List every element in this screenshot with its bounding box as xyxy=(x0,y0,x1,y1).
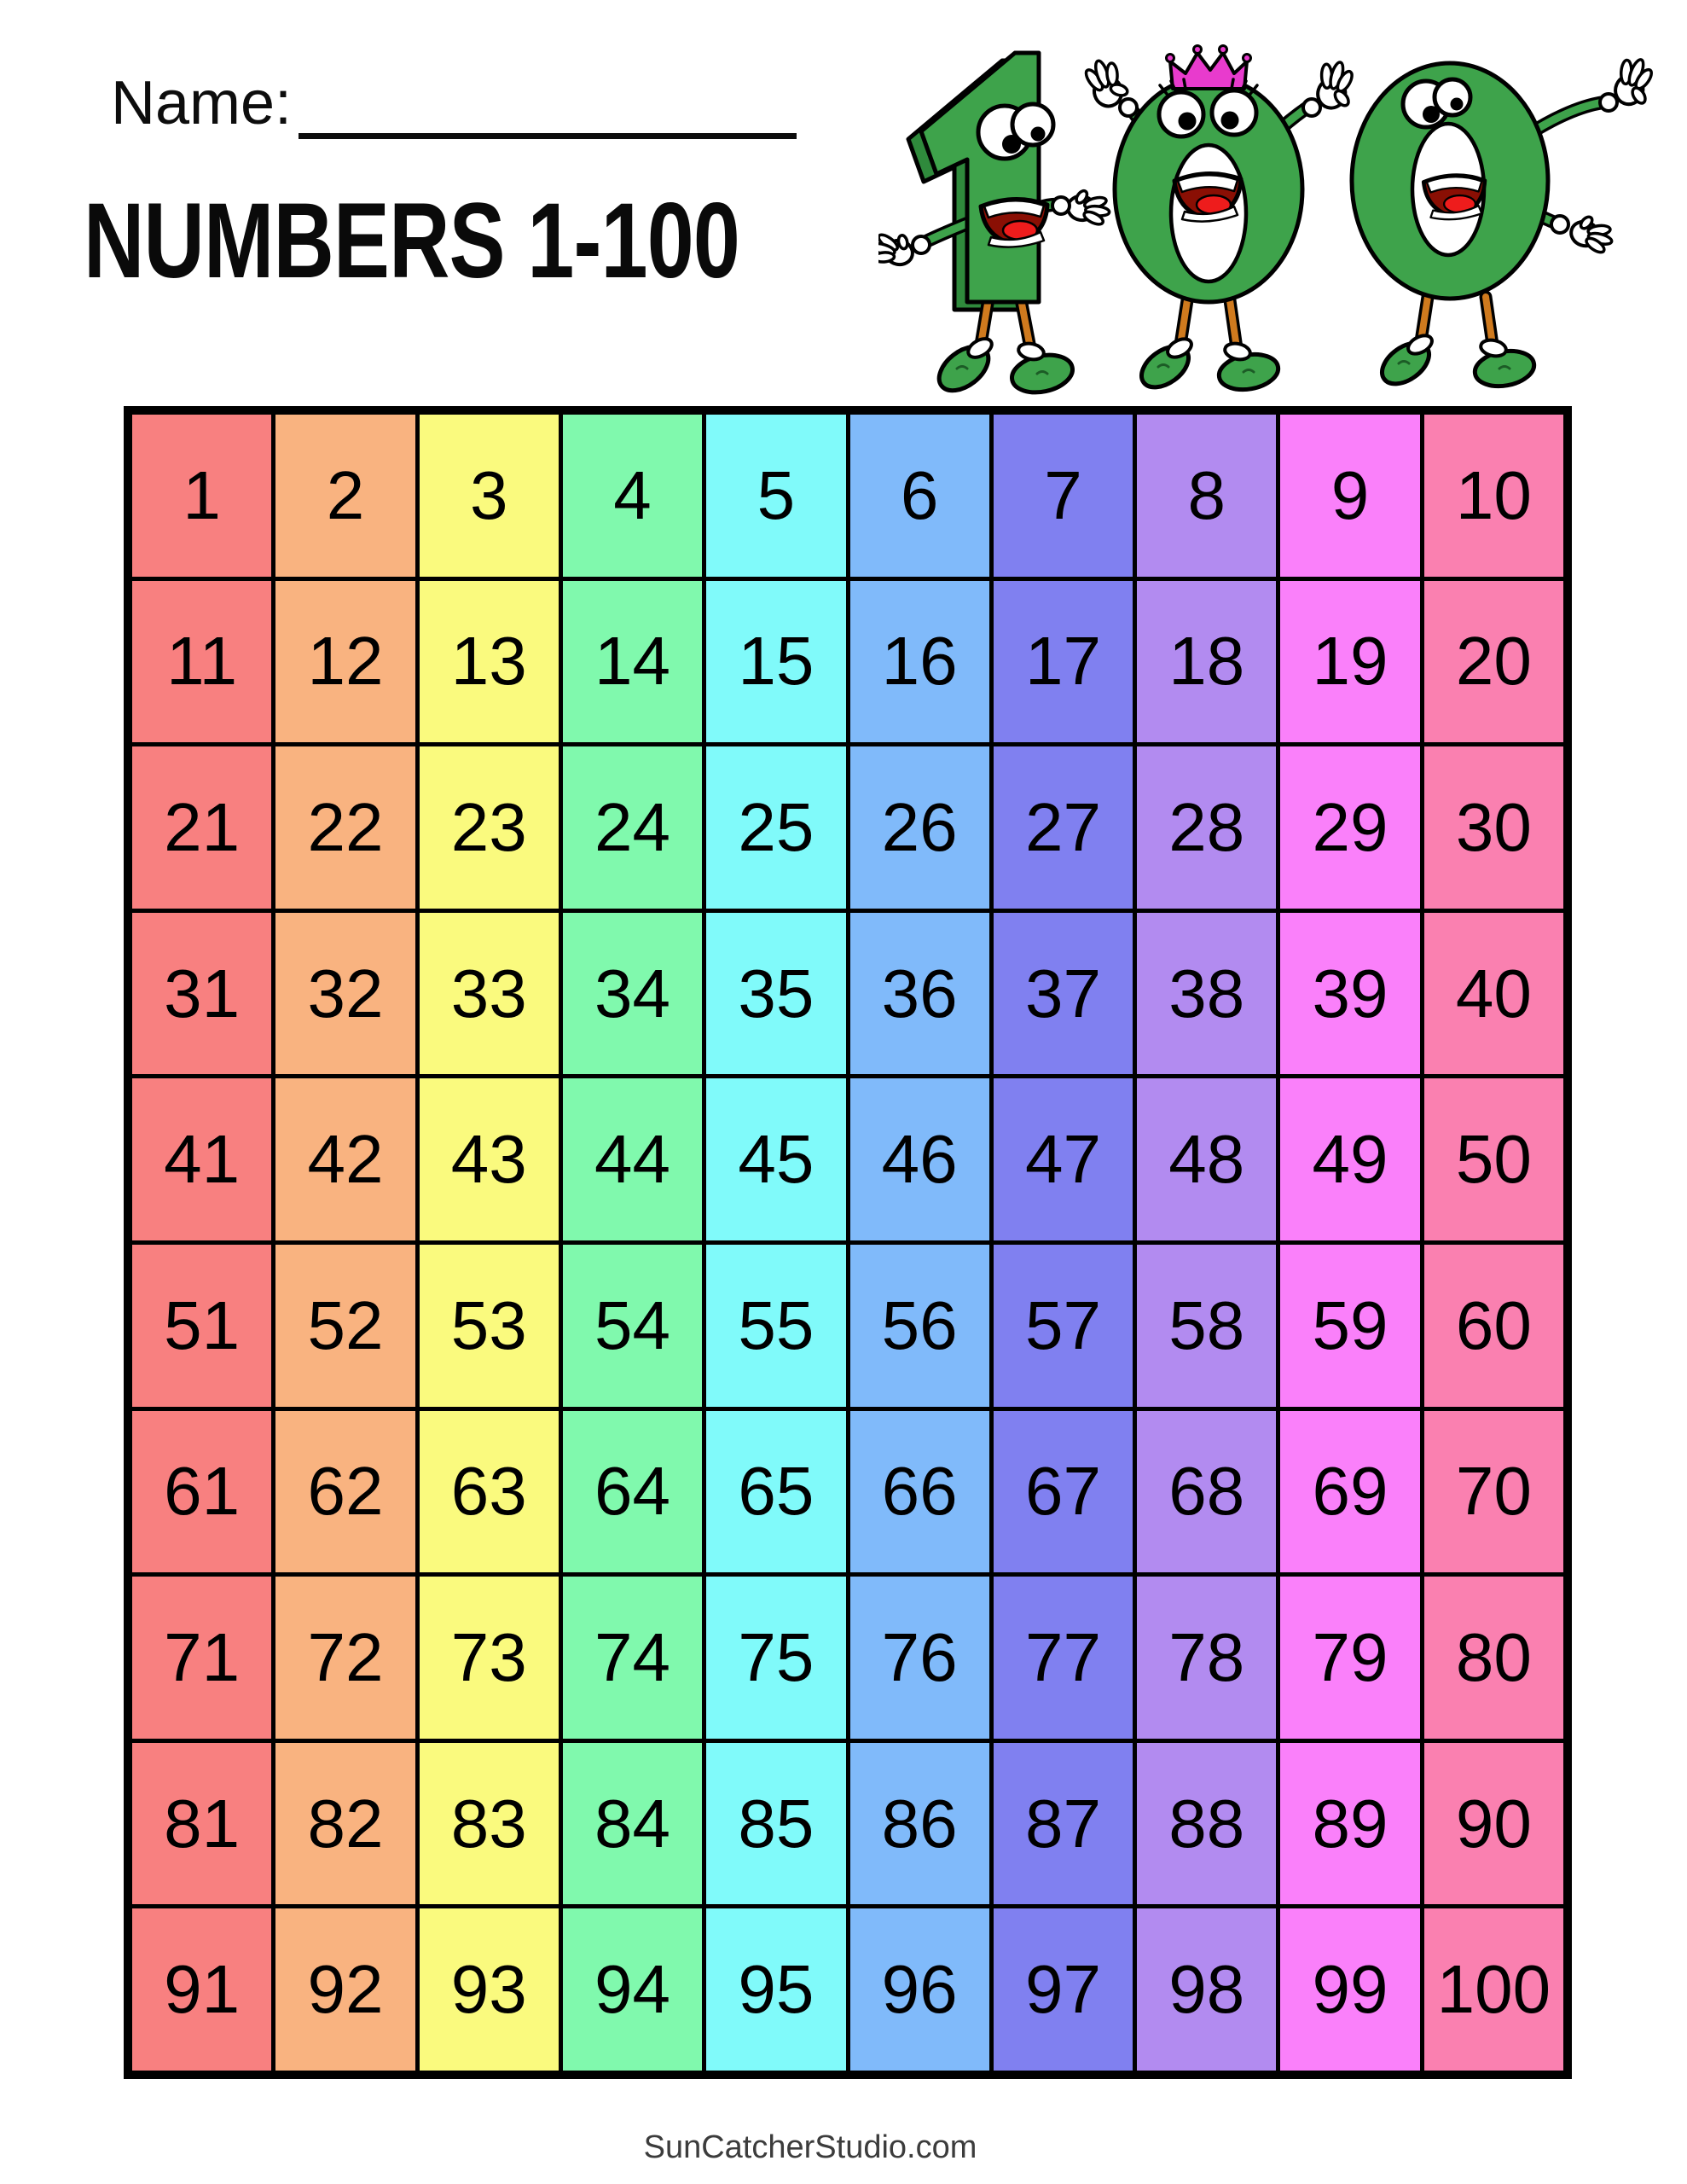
number-cell-92: 92 xyxy=(275,1908,415,2071)
number-cell-57: 57 xyxy=(994,1245,1133,1407)
number-cell-13: 13 xyxy=(420,581,559,743)
number-cell-64: 64 xyxy=(563,1411,702,1573)
number-cell-49: 49 xyxy=(1280,1078,1419,1240)
number-cell-98: 98 xyxy=(1137,1908,1276,2071)
number-cell-59: 59 xyxy=(1280,1245,1419,1407)
number-cell-54: 54 xyxy=(563,1245,702,1407)
number-cell-81: 81 xyxy=(132,1743,271,1905)
number-cell-3: 3 xyxy=(420,415,559,577)
number-cell-38: 38 xyxy=(1137,913,1276,1075)
number-cell-69: 69 xyxy=(1280,1411,1419,1573)
number-cell-78: 78 xyxy=(1137,1577,1276,1739)
number-cell-63: 63 xyxy=(420,1411,559,1573)
number-cell-39: 39 xyxy=(1280,913,1419,1075)
number-cell-85: 85 xyxy=(706,1743,845,1905)
number-cell-50: 50 xyxy=(1424,1078,1563,1240)
number-cell-96: 96 xyxy=(850,1908,989,2071)
number-cell-95: 95 xyxy=(706,1908,845,2071)
number-cell-28: 28 xyxy=(1137,746,1276,909)
name-label: Name: xyxy=(111,69,293,137)
number-cell-52: 52 xyxy=(275,1245,415,1407)
number-cell-90: 90 xyxy=(1424,1743,1563,1905)
number-cell-77: 77 xyxy=(994,1577,1133,1739)
number-cell-89: 89 xyxy=(1280,1743,1419,1905)
number-cell-48: 48 xyxy=(1137,1078,1276,1240)
number-cell-82: 82 xyxy=(275,1743,415,1905)
number-cell-20: 20 xyxy=(1424,581,1563,743)
number-cell-68: 68 xyxy=(1137,1411,1276,1573)
number-cell-36: 36 xyxy=(850,913,989,1075)
number-cell-76: 76 xyxy=(850,1577,989,1739)
number-cell-75: 75 xyxy=(706,1577,845,1739)
number-cell-35: 35 xyxy=(706,913,845,1075)
number-cell-42: 42 xyxy=(275,1078,415,1240)
number-cell-74: 74 xyxy=(563,1577,702,1739)
number-cell-93: 93 xyxy=(420,1908,559,2071)
number-cell-34: 34 xyxy=(563,913,702,1075)
digit-one-character xyxy=(878,53,1113,399)
name-blank-line xyxy=(299,133,797,139)
digit-zero-character xyxy=(1352,53,1661,392)
number-cell-12: 12 xyxy=(275,581,415,743)
number-cell-9: 9 xyxy=(1280,415,1419,577)
number-cell-66: 66 xyxy=(850,1411,989,1573)
number-cell-10: 10 xyxy=(1424,415,1563,577)
number-cell-41: 41 xyxy=(132,1078,271,1240)
number-cell-11: 11 xyxy=(132,581,271,743)
number-cell-22: 22 xyxy=(275,746,415,909)
number-cell-100: 100 xyxy=(1424,1908,1563,2071)
number-cell-87: 87 xyxy=(994,1743,1133,1905)
number-cell-30: 30 xyxy=(1424,746,1563,909)
number-cell-44: 44 xyxy=(563,1078,702,1240)
number-cell-40: 40 xyxy=(1424,913,1563,1075)
number-cell-18: 18 xyxy=(1137,581,1276,743)
hundred-chart-grid xyxy=(124,406,1572,2079)
number-cell-72: 72 xyxy=(275,1577,415,1739)
number-cell-51: 51 xyxy=(132,1245,271,1407)
number-cell-29: 29 xyxy=(1280,746,1419,909)
number-cell-46: 46 xyxy=(850,1078,989,1240)
number-cell-71: 71 xyxy=(132,1577,271,1739)
number-cell-21: 21 xyxy=(132,746,271,909)
number-cell-84: 84 xyxy=(563,1743,702,1905)
number-cell-97: 97 xyxy=(994,1908,1133,2071)
number-cell-2: 2 xyxy=(275,415,415,577)
number-cell-7: 7 xyxy=(994,415,1133,577)
number-cell-31: 31 xyxy=(132,913,271,1075)
number-cell-43: 43 xyxy=(420,1078,559,1240)
number-cell-88: 88 xyxy=(1137,1743,1276,1905)
number-cell-62: 62 xyxy=(275,1411,415,1573)
number-cell-26: 26 xyxy=(850,746,989,909)
number-cell-17: 17 xyxy=(994,581,1133,743)
number-cell-94: 94 xyxy=(563,1908,702,2071)
number-cell-14: 14 xyxy=(563,581,702,743)
number-cell-53: 53 xyxy=(420,1245,559,1407)
number-cell-8: 8 xyxy=(1137,415,1276,577)
number-cell-56: 56 xyxy=(850,1245,989,1407)
number-cell-73: 73 xyxy=(420,1577,559,1739)
number-cell-15: 15 xyxy=(706,581,845,743)
number-cell-32: 32 xyxy=(275,913,415,1075)
number-cell-4: 4 xyxy=(563,415,702,577)
number-cell-27: 27 xyxy=(994,746,1133,909)
number-cell-55: 55 xyxy=(706,1245,845,1407)
number-cell-86: 86 xyxy=(850,1743,989,1905)
footer-credit: SunCatcherStudio.com xyxy=(643,2129,977,2165)
number-cell-99: 99 xyxy=(1280,1908,1419,2071)
digit-zero-queen-character xyxy=(1081,46,1360,396)
number-cell-67: 67 xyxy=(994,1411,1133,1573)
number-cell-70: 70 xyxy=(1424,1411,1563,1573)
number-cell-19: 19 xyxy=(1280,581,1419,743)
number-cell-16: 16 xyxy=(850,581,989,743)
number-cell-61: 61 xyxy=(132,1411,271,1573)
number-cell-45: 45 xyxy=(706,1078,845,1240)
number-cell-83: 83 xyxy=(420,1743,559,1905)
number-cell-1: 1 xyxy=(132,415,271,577)
number-cell-24: 24 xyxy=(563,746,702,909)
number-cell-60: 60 xyxy=(1424,1245,1563,1407)
number-cell-37: 37 xyxy=(994,913,1133,1075)
number-cell-33: 33 xyxy=(420,913,559,1075)
number-cell-80: 80 xyxy=(1424,1577,1563,1739)
number-cell-79: 79 xyxy=(1280,1577,1419,1739)
number-cell-58: 58 xyxy=(1137,1245,1276,1407)
number-cell-91: 91 xyxy=(132,1908,271,2071)
page-title: NUMBERS 1-100 xyxy=(84,182,739,300)
number-cell-23: 23 xyxy=(420,746,559,909)
number-cell-6: 6 xyxy=(850,415,989,577)
number-cell-25: 25 xyxy=(706,746,845,909)
number-cell-65: 65 xyxy=(706,1411,845,1573)
cartoon-100-illustration xyxy=(878,19,1672,404)
number-cell-47: 47 xyxy=(994,1078,1133,1240)
number-cell-5: 5 xyxy=(706,415,845,577)
